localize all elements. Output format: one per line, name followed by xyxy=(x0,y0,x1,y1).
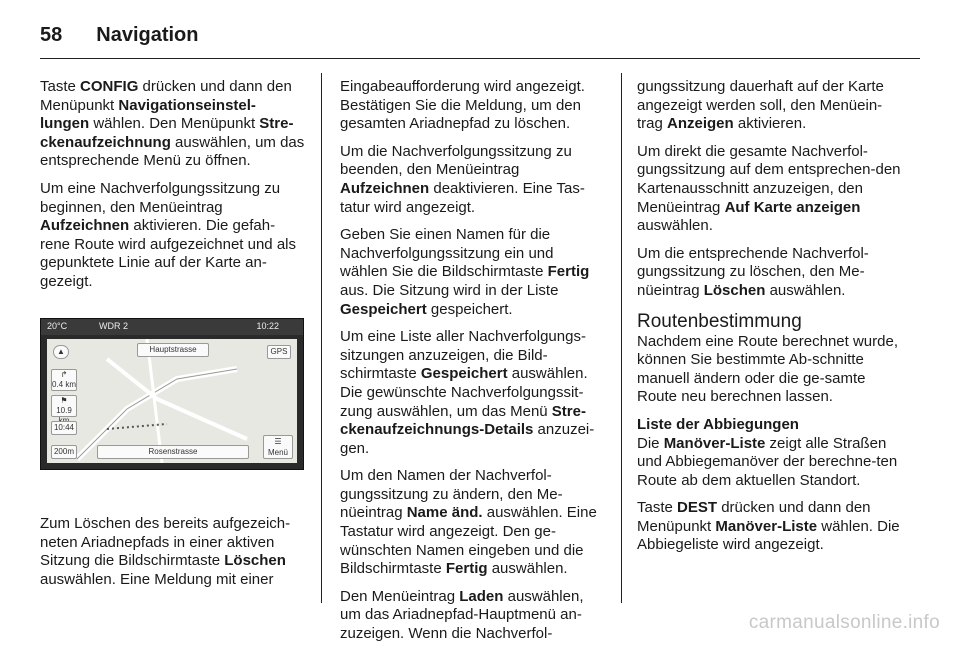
column-separator xyxy=(621,73,622,603)
subsection-heading: Liste der Abbiegungen xyxy=(637,415,799,433)
watermark: carmanualsonline.info xyxy=(748,612,940,633)
page-number: 58 xyxy=(40,23,63,46)
paragraph: Um die entsprechende Nachverfol-gungssitzung zu löschen, den Me-nüeintrag Löschen auswählen. xyxy=(637,244,869,299)
column-1 xyxy=(40,78,305,301)
column-3 xyxy=(637,78,905,564)
paragraph: Um direkt die gesamte Nachverfol-gungssitzung auf dem entsprechen-den Kartenausschnitt anzuzeigen, den Menüeintrag Auf Karte anzeigen auswählen. xyxy=(637,142,901,235)
paragraph: Um eine Liste aller Nachverfolgungs-sitzungen anzuzeigen, die Bild-schirmtaste Gespeichert auswählen. Die gewünschte Nachverfolgungssit-zung auswählen, um das Menü Stre-ckenaufzeichnungs-Details anzuzei-gen. xyxy=(340,328,595,457)
paragraph: Geben Sie einen Namen für die Nachverfolgungssitzung ein und wählen Sie die Bildschirmtaste Fertig aus. Die Sitzung wird in der Liste Gespeichert gespeichert. xyxy=(340,226,590,318)
paragraph: Den Menüeintrag Laden auswählen, um das Ariadnepfad-Hauptmenü an-zuzeigen. Wenn die Nachverfol- xyxy=(340,587,584,643)
station-label: WDR 2 xyxy=(99,321,128,331)
eta-label: 10:44 xyxy=(51,421,77,435)
paragraph: Die Manöver-Liste zeigt alle Straßen und Abbiegemanöver der berechne-ten Route ab dem aktuellen Standort. xyxy=(637,434,898,489)
paragraph: Um die Nachverfolgungssitzung zu beenden, den Menüeintrag Aufzeichnen deaktivieren. Eine Tas-tatur wird angezeigt. xyxy=(340,142,585,216)
time-label: 10:22 xyxy=(256,321,279,331)
section-title: Navigation xyxy=(96,23,199,46)
paragraph: gungssitzung dauerhaft auf der Karte angezeigt werden soll, den Menüein-trag Anzeigen aktivieren. xyxy=(637,78,884,133)
status-bar xyxy=(41,319,303,335)
paragraph: Zum Löschen des bereits aufgezeich-neten Ariadnepfads in einer aktiven Sitzung die Bildschirmtaste Löschen auswählen. Eine Meldung mit einer xyxy=(40,515,291,588)
paragraph: Um eine Nachverfolgungssitzung zu beginnen, den Menüeintrag Aufzeichnen aktivieren. Die gefah-rene Route wird aufgezeichnet und als gepunktete Linie auf der Karte an-gezeigt. xyxy=(40,179,296,290)
distance-next-turn: ↱ 0.4 km xyxy=(52,370,77,389)
column-separator xyxy=(321,73,322,603)
column-1-continued xyxy=(40,515,305,598)
paragraph: Taste DEST drücken und dann den Menüpunkt Manöver-Liste wählen. Die Abbiegeliste wird angezeigt. xyxy=(637,499,900,554)
temperature-label: 20°C xyxy=(47,321,68,331)
paragraph: Taste CONFIG drücken und dann den Menüpunkt Navigationseinstel-lungen wählen. Den Menüpunkt Stre-ckenaufzeichnung auswählen, um das entsprechende Menü zu öffnen. xyxy=(40,78,305,170)
scale-label: 200m xyxy=(51,445,77,459)
compass-icon[interactable]: ▲ xyxy=(53,345,69,359)
navigation-screenshot xyxy=(40,318,304,470)
paragraph: Um den Namen der Nachverfol-gungssitzung zu ändern, den Me-nüeintrag Name änd. auswählen. Eine Tastatur wird angezeigt. Den ge-wünschten Namen eingeben und die Bildschirmtaste Fertig auswählen. xyxy=(340,467,597,578)
column-2 xyxy=(340,78,605,653)
paragraph: Eingabeaufforderung wird angezeigt. Bestätigen Sie die Meldung, um den gesamten Ariadnepfad zu löschen. xyxy=(340,78,585,133)
street-bottom-label: Rosenstrasse xyxy=(97,445,249,459)
section-heading: Routenbestimmung xyxy=(637,310,802,332)
paragraph: Nachdem eine Route berechnet wurde, können Sie bestimmte Ab-schnitte manuell ändern oder die ge-samte Route neu berechnen lassen. xyxy=(637,332,898,406)
map-view xyxy=(47,339,297,463)
gps-button[interactable]: GPS xyxy=(267,345,291,359)
menu-button[interactable]: ☰ Menü xyxy=(263,435,293,459)
header-rule xyxy=(40,58,920,59)
distance-destination: ⚑ 10.9 xyxy=(51,395,77,417)
page-header xyxy=(40,20,199,50)
street-top-label: Hauptstrasse xyxy=(137,343,209,357)
